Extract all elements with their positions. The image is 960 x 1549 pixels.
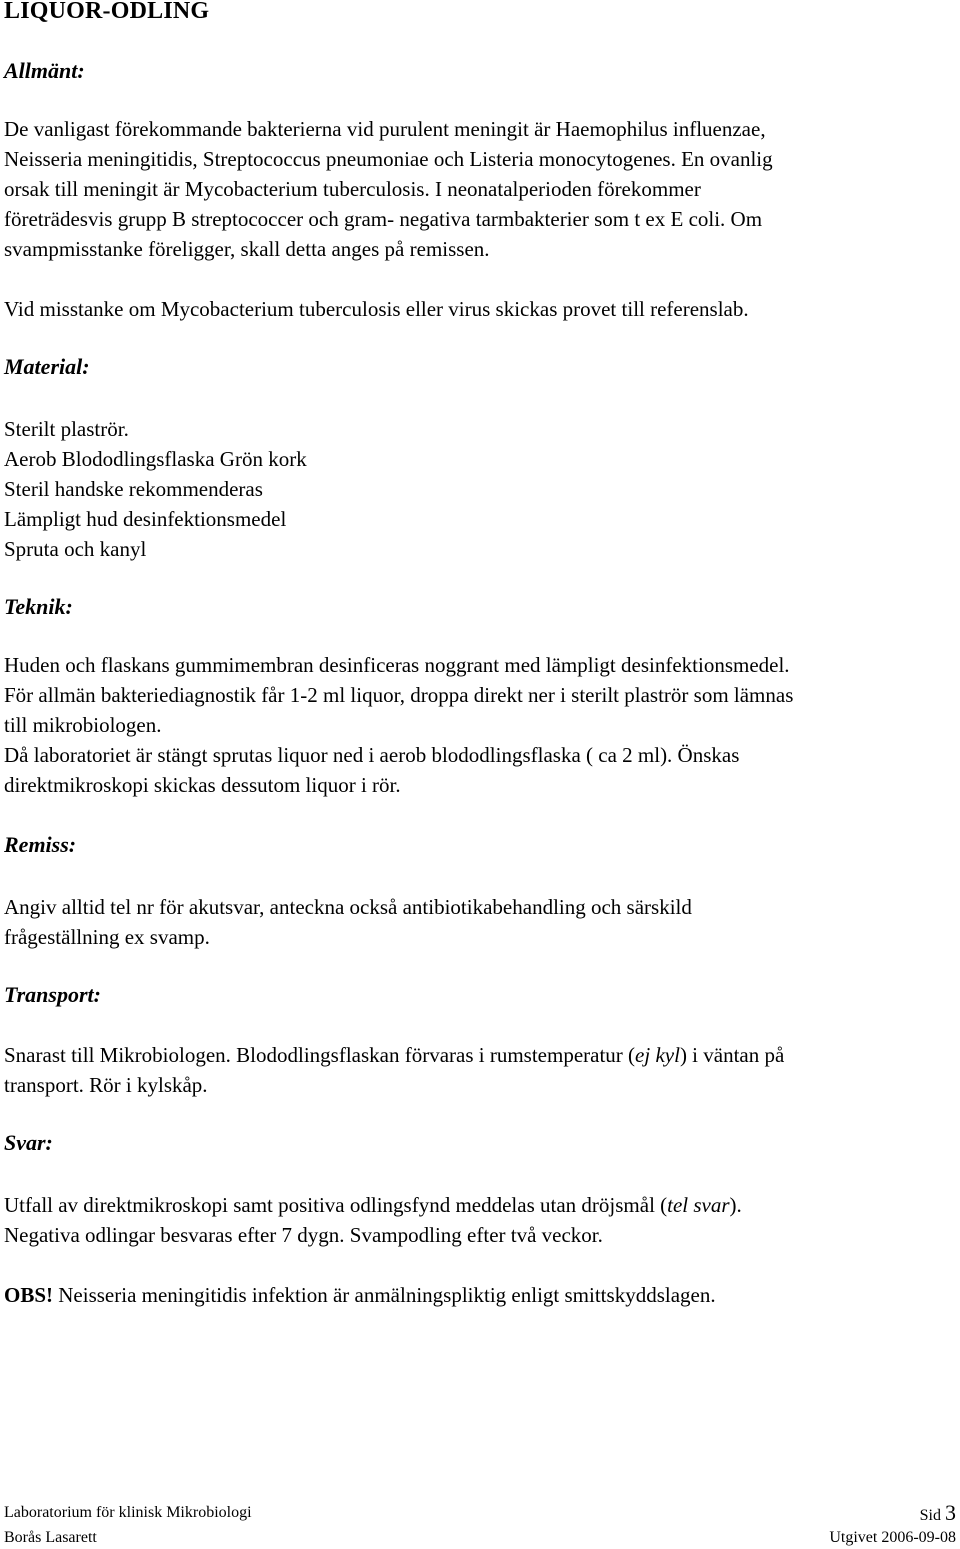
material-list [4,414,952,564]
material-item: Aerob Blododlingsflaska Grön kork [4,447,307,471]
page-prefix: Sid [919,1507,945,1524]
emphasis-text: ej kyl [635,1043,680,1067]
text-segment: Utfall av direktmikroskopi samt positiva odlingsfynd meddelas utan dröjsmål ( [4,1193,668,1217]
text-line: Angiv alltid tel nr för akutsvar, anteckna också antibiotikabehandling och särskild [4,895,692,919]
text-segment: Snarast till Mikrobiologen. Blododlingsflaskan förvaras i rumstemperatur ( [4,1043,636,1067]
teknik-paragraph [4,650,952,800]
obs-paragraph [4,1280,952,1310]
material-item: Steril handske rekommenderas [4,477,263,501]
text-line [4,1040,952,1070]
remiss-paragraph [4,892,952,952]
text-line: företrädesvis grupp B streptococcer och gram- negativa tarmbakterier som t ex E coli. Om [4,207,763,231]
text-line: transport. Rör i kylskåp. [4,1073,208,1097]
text-line: till mikrobiologen. [4,713,162,737]
footer-page-indicator [920,1502,956,1527]
text-line: Huden och flaskans gummimembran desinficeras noggrant med lämpligt desinfektionsmedel. [4,653,790,677]
obs-text: Neisseria meningitidis infektion är anmälningspliktig enligt smittskyddslagen. [53,1283,716,1307]
text-line: orsak till meningit är Mycobacterium tuberculosis. I neonatalperioden förekommer [4,177,701,201]
document-title: LIQUOR-ODLING [4,0,210,24]
text-segment: ). [729,1193,742,1217]
text-line: frågeställning ex svamp. [4,925,210,949]
text-line: Då laboratoriet är stängt sprutas liquor ned i aerob blododlingsflaska ( ca 2 ml). Önskas [4,743,740,767]
footer-row-2 [4,1527,956,1549]
transport-paragraph [4,1040,952,1100]
heading-remiss: Remiss: [4,832,77,857]
page-footer [4,1502,956,1549]
footer-lab-name: Laboratorium för klinisk Mikrobiologi [4,1504,252,1521]
text-line: Negativa odlingar besvaras efter 7 dygn. Svampodling efter två veckor. [4,1223,603,1247]
material-item: Lämpligt hud desinfektionsmedel [4,507,287,531]
svar-paragraph [4,1190,952,1250]
material-item: Sterilt plaströr. [4,417,129,441]
heading-teknik: Teknik: [4,594,73,619]
text-segment: ) i väntan på [679,1043,785,1067]
text-line: Vid misstanke om Mycobacterium tuberculosis eller virus skickas provet till referenslab. [4,297,749,321]
text-line: Neisseria meningitidis, Streptococcus pneumoniae och Listeria monocytogenes. En ovanlig [4,147,773,171]
text-line: svampmisstanke föreligger, skall detta anges på remissen. [4,237,490,261]
text-line [4,1190,952,1220]
footer-issued-date: Utgivet 2006-09-08 [829,1529,956,1546]
page-number: 3 [945,1500,956,1525]
footer-hospital: Borås Lasarett [4,1529,97,1546]
obs-label: OBS! [4,1283,54,1307]
text-line: För allmän bakteriediagnostik får 1-2 ml liquor, droppa direkt ner i sterilt plaströr som lämnas [4,683,794,707]
referenslab-paragraph [4,294,952,324]
heading-allmant: Allmänt: [4,58,85,83]
footer-row-1 [4,1502,956,1527]
text-line: direktmikroskopi skickas dessutom liquor i rör. [4,773,401,797]
text-line [4,1280,952,1310]
allmant-paragraph [4,114,952,264]
heading-svar: Svar: [4,1130,53,1155]
heading-transport: Transport: [4,982,101,1007]
emphasis-text: tel svar [667,1193,730,1217]
text-line: De vanligast förekommande bakterierna vid purulent meningit är Haemophilus influenzae, [4,117,766,141]
heading-material: Material: [4,354,90,379]
material-item: Spruta och kanyl [4,537,147,561]
